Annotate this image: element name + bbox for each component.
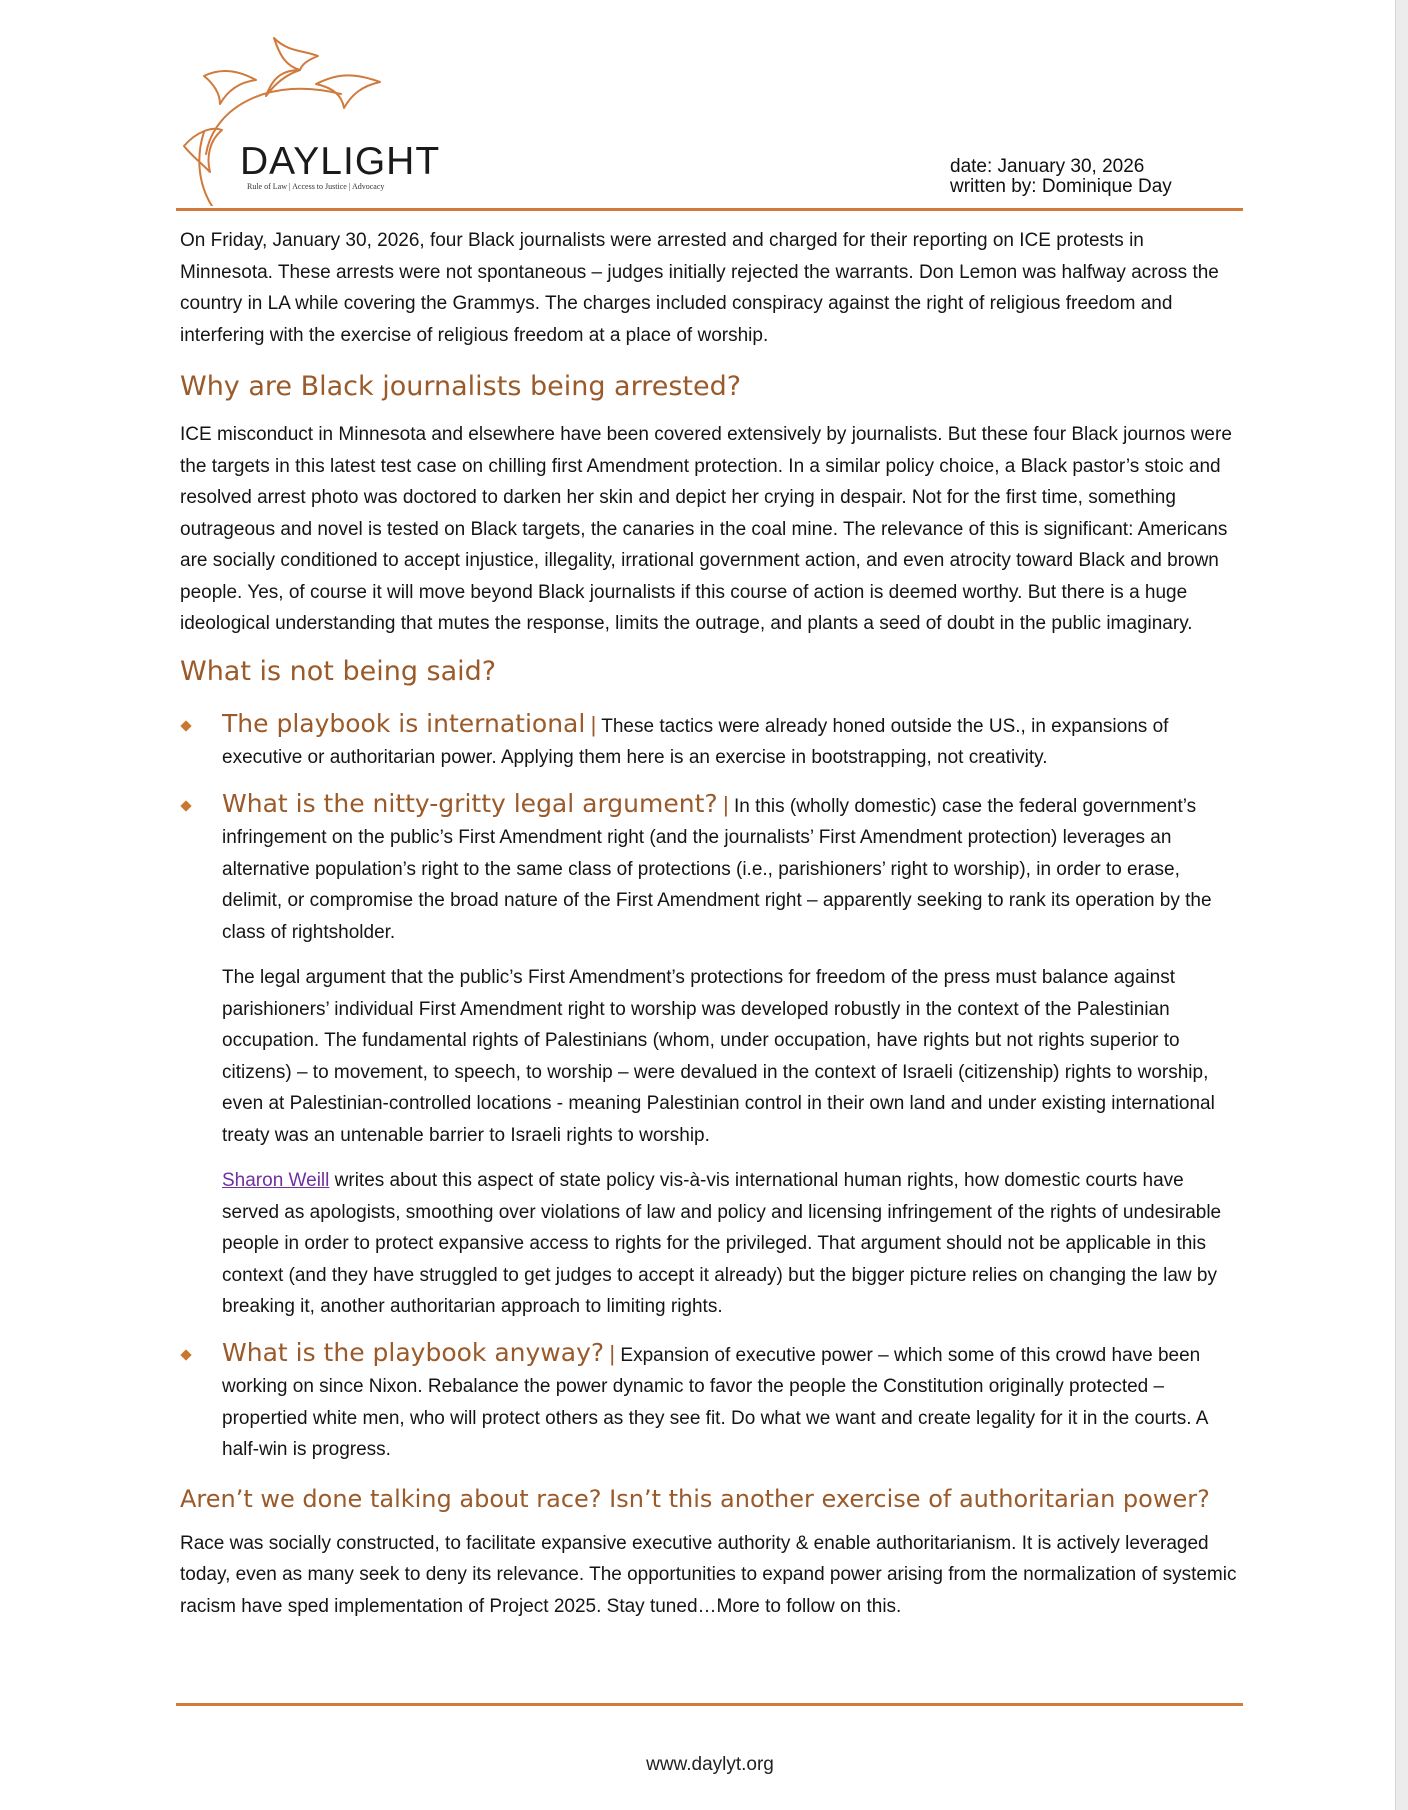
bullet-separator: | [590,711,597,737]
bullet-diamond-icon [180,1349,191,1360]
intro-paragraph: On Friday, January 30, 2026, four Black journalists were arrested and charged for their reporting on ICE protests in Minnesota. These arrests were not spontaneous – judges initially rejected the warrants. Don Lemon was halfway across the country in LA while covering the Grammys. The charges included conspiracy against the right of religious freedom and interfering with the exercise of religious freedom at a place of worship. [180,230,1219,346]
date-line: date: January 30, 2026 [950,156,1145,177]
article-meta [950,157,1172,197]
section1-heading: Why are Black journalists being arrested? [180,371,742,402]
section2-heading: What is not being said? [180,655,497,687]
bullet-separator: | [722,791,729,817]
section3-heading: Aren’t we done talking about race? Isn’t this another exercise of authoritarian power? [180,1484,1210,1513]
footer-url[interactable]: www.daylyt.org [646,1754,774,1775]
bullet-paragraph-3 [222,1165,1242,1323]
bullet-paragraph [222,1337,1242,1466]
bullet-paragraph [222,708,1242,774]
playbook-list [180,708,1242,1466]
bullet-text: Expansion of executive power – which some of this crowd have been working on since Nixon. Rebalance the power dynamic to favor the people the Constitution originally protected – propertied white men, who will protect others as they see fit. Do what we want and create legality for it in the courts. A half-win is progress. [222,1344,1208,1460]
brand-wordmark: DAYLIGHT [240,140,441,183]
list-item [180,1337,1242,1466]
section3-body: Race was socially constructed, to facilitate expansive executive authority & enable authoritarianism. It is actively leveraged today, even as many seek to deny its relevance. The opportunities to expand power arising from the normalization of systemic racism have sped implementation of Project 2025. Stay tuned…More to follow on this. [180,1532,1237,1617]
bullet-paragraph-2: The legal argument that the public’s First Amendment’s protections for freedom of the press must balance against parishioners’ individual First Amendment right to worship was developed robustly in the context of the Palestinian occupation. The fundamental rights of Palestinians (whom, under occupation, have rights but not rights superior to citizens) – to movement, to speech, to worship – were devalued in the context of Israeli (citizenship) rights to worship, even at Palestinian-controlled locations - meaning Palestinian control in their own land and under existing international treaty was an untenable barrier to Israeli rights to worship. [222,967,1215,1146]
footer-divider [176,1703,1243,1706]
bullet-heading: The playbook is international [222,708,586,738]
section1-body: ICE misconduct in Minnesota and elsewhere have been covered extensively by journalists. But these four Black journos were the targets in this latest test case on chilling first Amendment protection. In a similar policy choice, a Black pastor’s stoic and resolved arrest photo was doctored to darken her skin and depict her crying in despair. Not for the first time, something outrageous and novel is tested on Black targets, the canaries in the coal mine. The relevance of this is significant: Americans are socially conditioned to accept injustice, illegality, irrational government action, and even atrocity toward Black and brown people. Yes, of course it will move beyond Black journalists if this course of action is deemed worthy. But there is a huge ideological understanding that mutes the response, limits the outrage, and plants a seed of doubt in the public imaginary. [180,424,1232,634]
bullet-diamond-icon [180,720,191,731]
header-divider [176,208,1243,211]
bullet-diamond-icon [180,800,191,811]
list-item [180,788,1242,1323]
list-item [180,708,1242,774]
bullet-heading: What is the playbook anyway? [222,1337,605,1367]
page-edge-line [1395,0,1396,1810]
brand-tagline: Rule of Law | Access to Justice | Advocacy [247,182,385,191]
article-body [180,225,1242,1622]
bullet-text: writes about this aspect of state policy vis-à-vis international human rights, how domestic courts have served as apologists, smoothing over violations of law and policy and licensing infringement of the rights of undesirable people in order to protect expansive access to rights for the privileged. That argument should not be applicable in this context (and they have struggled to get judges to accept it already) but the bigger picture relies on changing the law by breaking it, another authoritarian approach to limiting rights. [222,1170,1222,1317]
sharon-weill-link[interactable]: Sharon Weill [222,1170,330,1191]
bullet-text: In this (wholly domestic) case the federal government’s infringement on the public’s First Amendment right (and the journalists’ First Amendment protection) leverages an alternative population’s right to the same class of protections (i.e., parishioners’ right to worship), in order to erase, delimit, or compromise the broad nature of the First Amendment right – apparently seeking to rank its operation by the class of rightsholder. [222,795,1212,943]
page-edge-shade [1396,0,1408,1810]
bullet-separator: | [609,1340,616,1366]
bullet-paragraph [222,788,1242,949]
bullet-heading: What is the nitty-gritty legal argument? [222,788,718,818]
bullet-text: These tactics were already honed outside the US., in expansions of executive or authoritarian power. Applying them here is an exercise in bootstrapping, not creativity. [222,715,1169,768]
author-line: written by: Dominique Day [950,176,1172,197]
